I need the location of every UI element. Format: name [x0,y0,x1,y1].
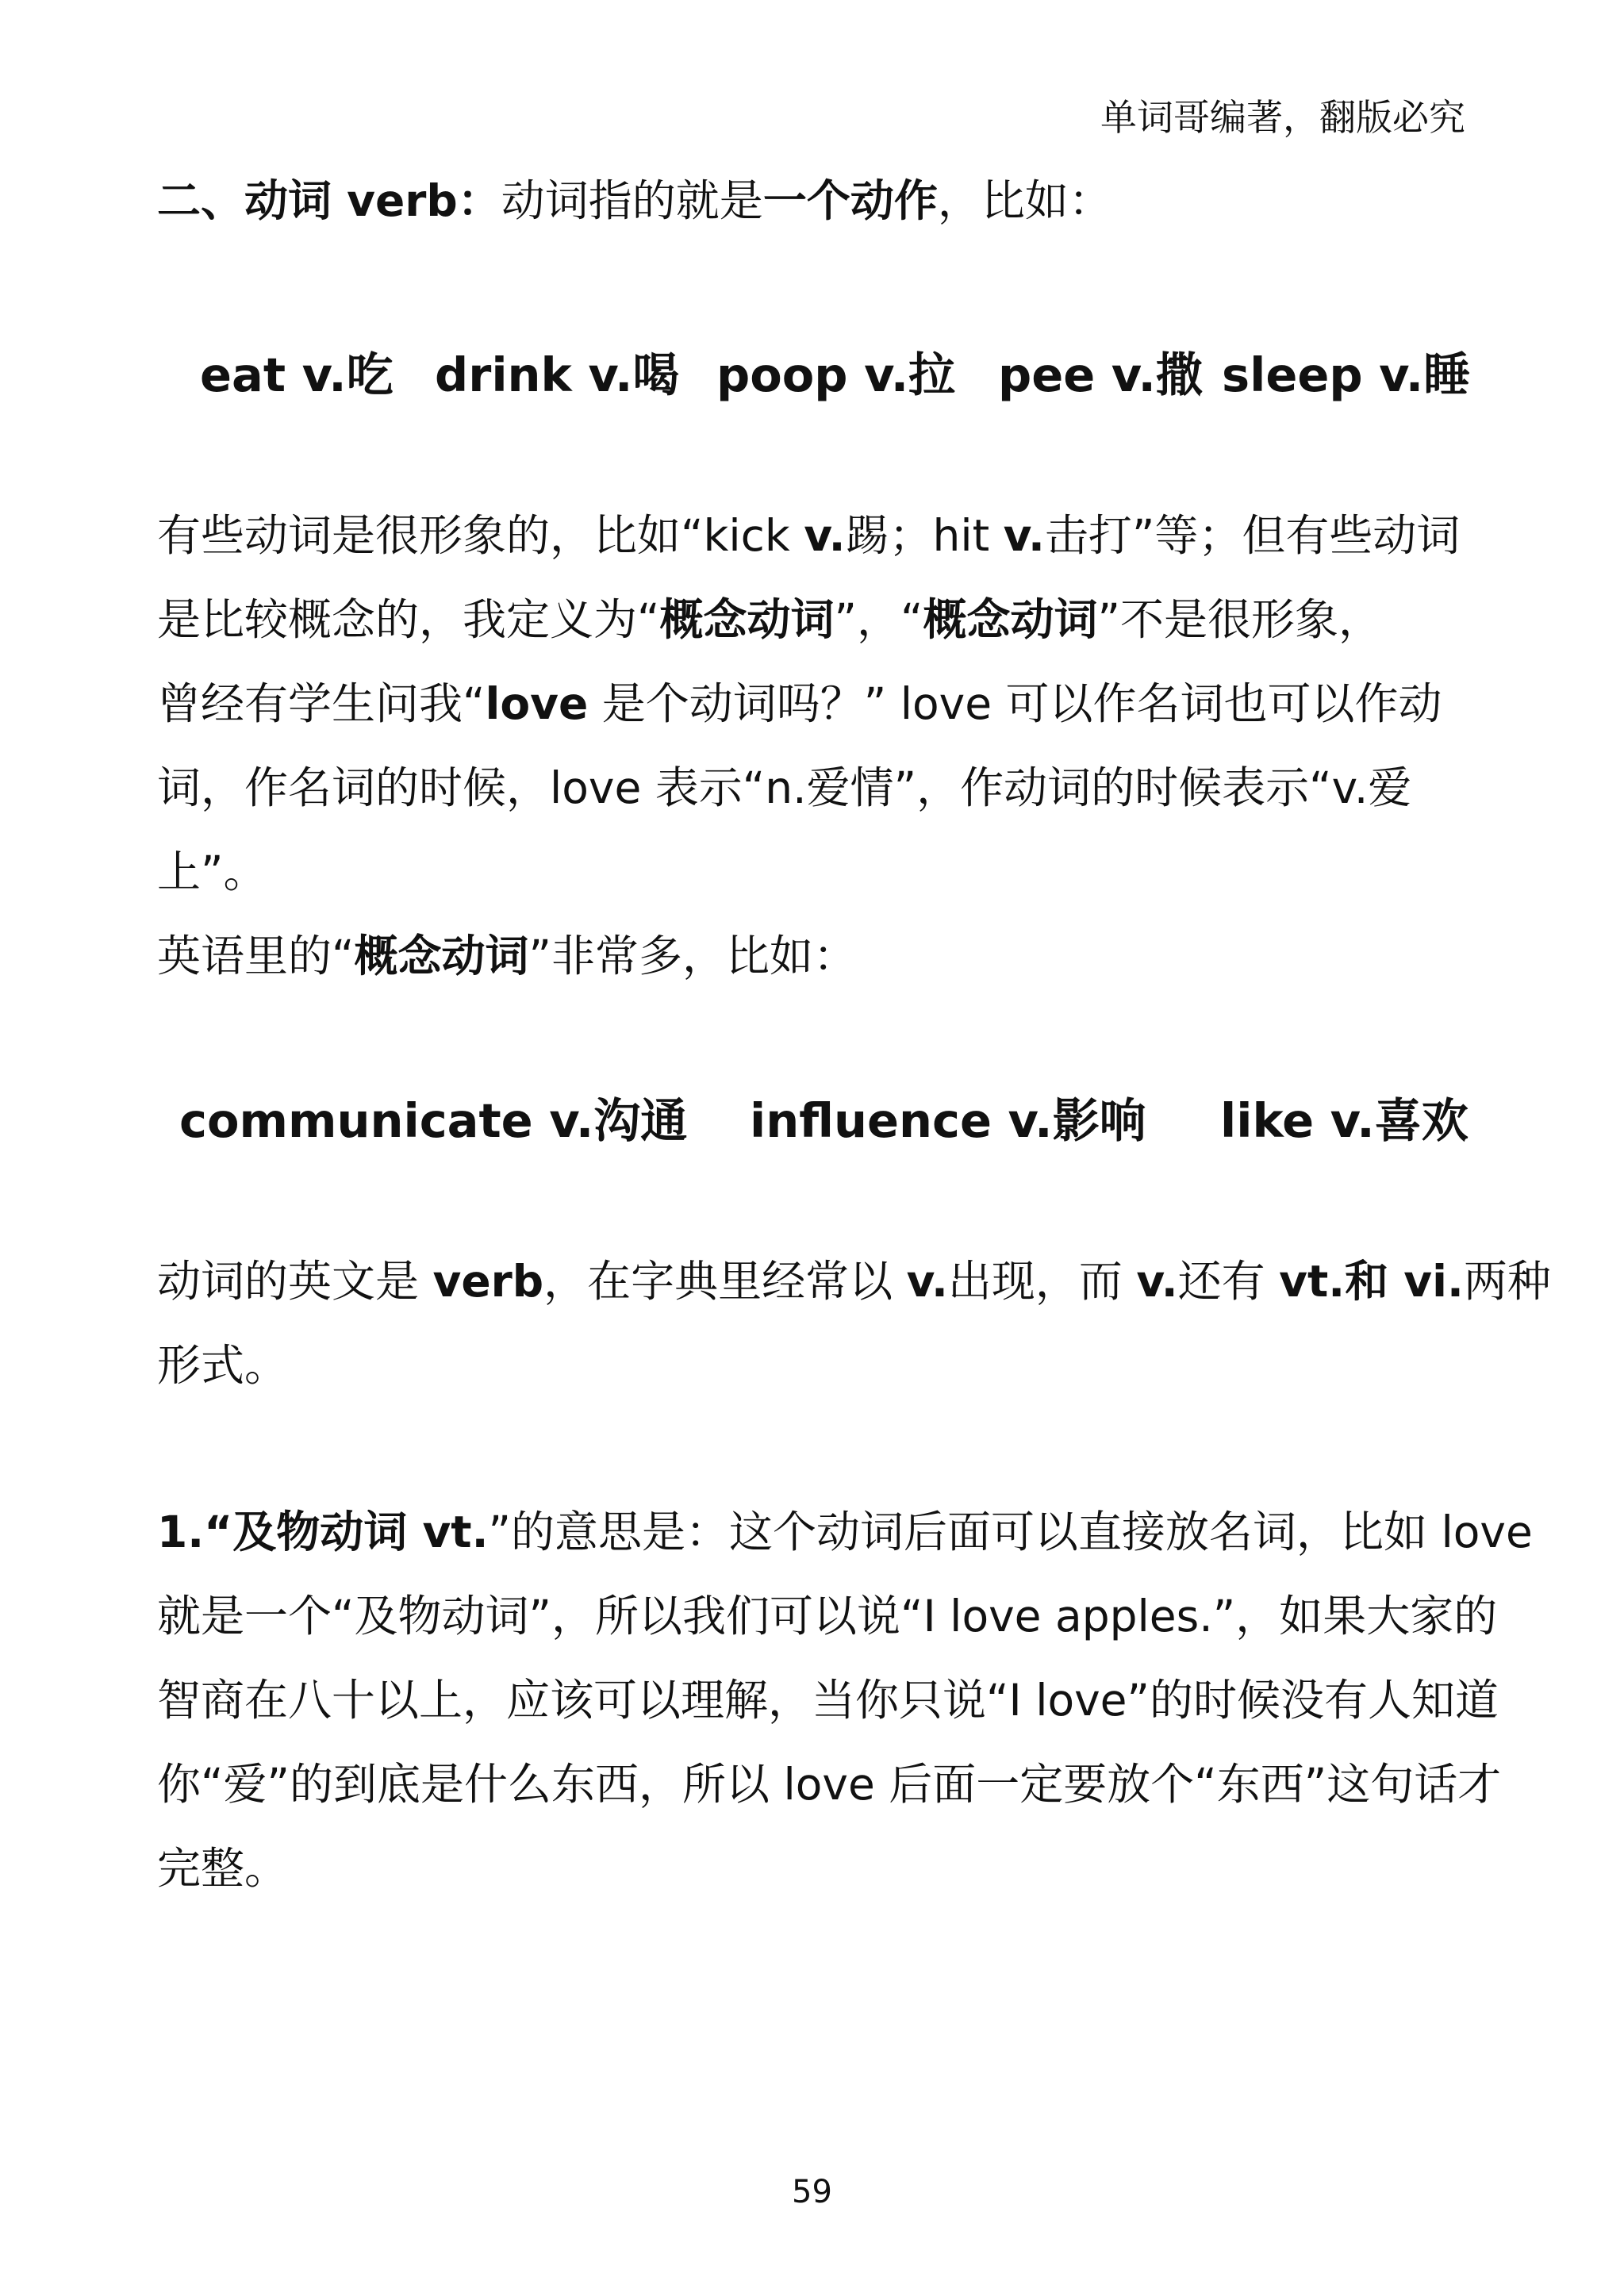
text-span: 曾经有学生问我“ [157,678,486,729]
text-span: 两种 [1463,1256,1551,1307]
text-span: 击打”等；但有些动词 [1044,510,1461,561]
vocab-item: drink v.喝 [435,347,680,402]
bold-span: love [485,678,589,729]
text-span: 出现，而 [947,1256,1137,1307]
vocab-item: sleep v.睡 [1222,347,1471,402]
bold-span: 1.“及物动词 vt. [157,1507,489,1557]
bold-span: v. [1003,510,1045,561]
bold-span: 概念动词 [354,931,529,981]
text-span: ”，“ [834,594,923,645]
text-span: 动词的英文是 [157,1256,433,1307]
text-line: 完整。 [157,1843,289,1894]
text-line: 就是一个“及物动词”，所以我们可以说“I love apples.”，如果大家的 [157,1591,1498,1641]
vocab-item: communicate v.沟通 [179,1093,688,1148]
text-span: 踢；hit [845,510,1004,561]
section-title [157,159,1482,243]
text-span: 英语里的“ [157,931,355,981]
text-span: ”的意思是：这个动词后面可以直接放名词，比如 love [488,1507,1533,1557]
vocab-item: influence v.影响 [750,1093,1146,1148]
page-header: 单词哥编著，翻版必究 [1100,96,1465,139]
bold-span: v. [906,1256,948,1307]
text-span: ”非常多，比如： [528,931,858,981]
vocab-item: pee v.撒 [998,347,1203,402]
text-line: 形式。 [157,1340,289,1391]
bold-span: v. [804,510,846,561]
paragraph-2 [157,1239,1551,1407]
paragraph-3 [157,1490,1533,1910]
paragraph-1 [157,493,1482,998]
bold-span: verb [432,1256,544,1307]
vocab-item: like v.喜欢 [1220,1093,1469,1148]
bold-span: v. [1136,1256,1178,1307]
text-line: 词，作名词的时候，love 表示“n.爱情”，作动词的时候表示“v.爱 [157,762,1412,813]
text-line: 上”。 [157,847,267,897]
bold-span: 概念动词 [659,594,835,645]
text-span: 动词指的就是 [501,175,763,226]
text-line: 智商在八十以上，应该可以理解，当你只说“I love”的时候没有人知道 [157,1675,1499,1726]
page-number: 59 [792,2174,832,2210]
bold-span: vt.和 vi. [1279,1256,1464,1307]
text-span: ”不是很形象， [1097,594,1383,645]
text-span: ，在字典里经常以 [543,1256,907,1307]
vocab-item: poop v.拉 [716,347,956,402]
text-span: 还有 [1177,1256,1280,1307]
text-span: 有些动词是很形象的，比如“kick [157,510,804,561]
text-line: 你“爱”的到底是什么东西，所以 love 后面一定要放个“东西”这句话才 [157,1759,1502,1810]
section-heading: 二、动词 verb： [157,175,501,226]
text-span: 是个动词吗？” love 可以作名词也可以作动 [588,678,1442,729]
vocab-item: eat v.吃 [200,347,394,402]
text-span: 是比较概念的，我定义为“ [157,594,660,645]
text-span: ，比如： [937,175,1112,226]
bold-span: 概念动词 [923,594,1098,645]
bold-span: 一个动作 [762,175,938,226]
